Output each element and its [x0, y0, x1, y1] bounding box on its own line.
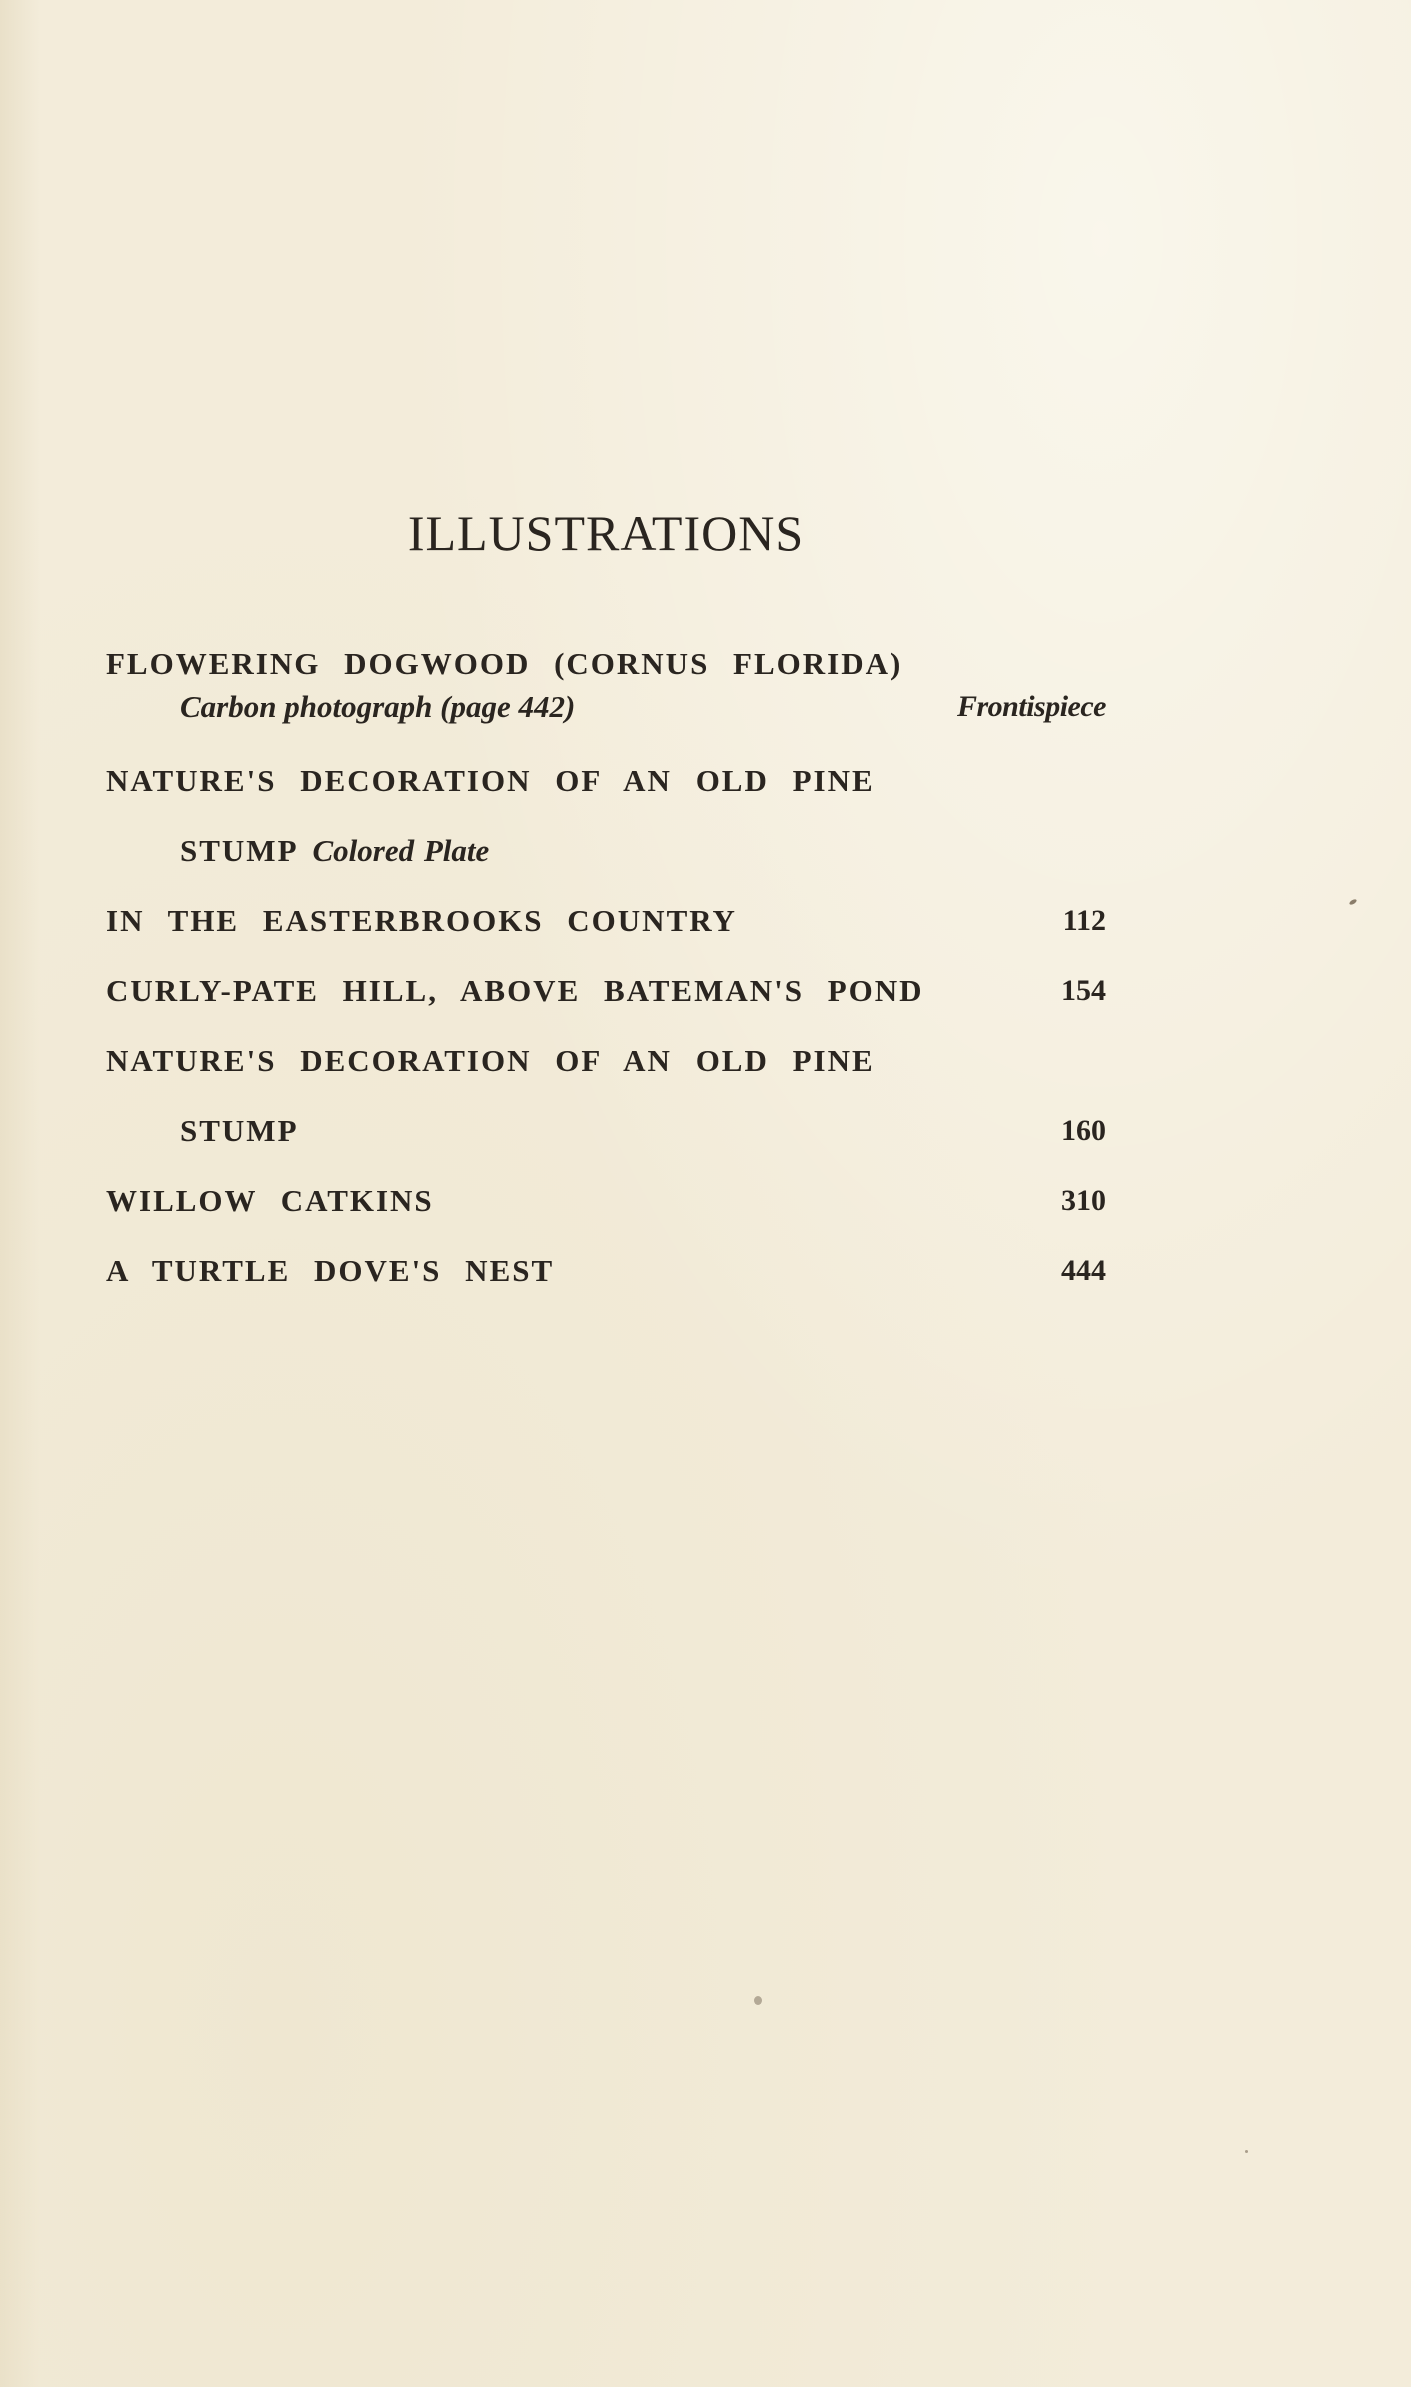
list-item [106, 1236, 1106, 1306]
paper-speck [1245, 2150, 1248, 2153]
illustrations-list [106, 630, 1106, 1306]
paper-speck [754, 1996, 762, 2005]
page-title: ILLUSTRATIONS [407, 505, 805, 561]
entry-title: FLOWERING DOGWOOD (CORNUS FLORIDA) [106, 646, 903, 681]
list-item [106, 1166, 1106, 1236]
entry-note: Colored Plate [312, 833, 490, 868]
entry-title: A TURTLE DOVE'S NEST [106, 1253, 555, 1288]
list-item [106, 746, 1106, 816]
entry-title: WILLOW CATKINS [106, 1183, 434, 1218]
list-item [106, 682, 1106, 746]
entry-page: 310 [1061, 1184, 1106, 1217]
entry-title: STUMP [180, 1113, 299, 1148]
list-item [106, 1096, 1106, 1166]
list-item [106, 1026, 1106, 1096]
entry-page: 160 [1061, 1114, 1106, 1147]
entry-page: 444 [1061, 1254, 1106, 1287]
entry-title-continued [180, 816, 489, 886]
entry-title: STUMP [180, 833, 299, 868]
paper-speck [1349, 898, 1358, 905]
entry-title: NATURE'S DECORATION OF AN OLD PINE [106, 763, 875, 798]
entry-title: CURLY-PATE HILL, ABOVE BATEMAN'S POND [106, 973, 924, 1008]
list-item [106, 816, 1106, 886]
entry-title: NATURE'S DECORATION OF AN OLD PINE [106, 1043, 875, 1078]
entry-page: 112 [1062, 904, 1106, 937]
entry-page: 154 [1061, 974, 1106, 1007]
list-item [106, 886, 1106, 956]
entry-title: IN THE EASTERBROOKS COUNTRY [106, 903, 737, 938]
list-item [106, 630, 1106, 682]
entry-caption: Carbon photograph (page 442) [180, 689, 576, 724]
entry-page: Frontispiece [957, 690, 1106, 723]
list-item [106, 956, 1106, 1026]
